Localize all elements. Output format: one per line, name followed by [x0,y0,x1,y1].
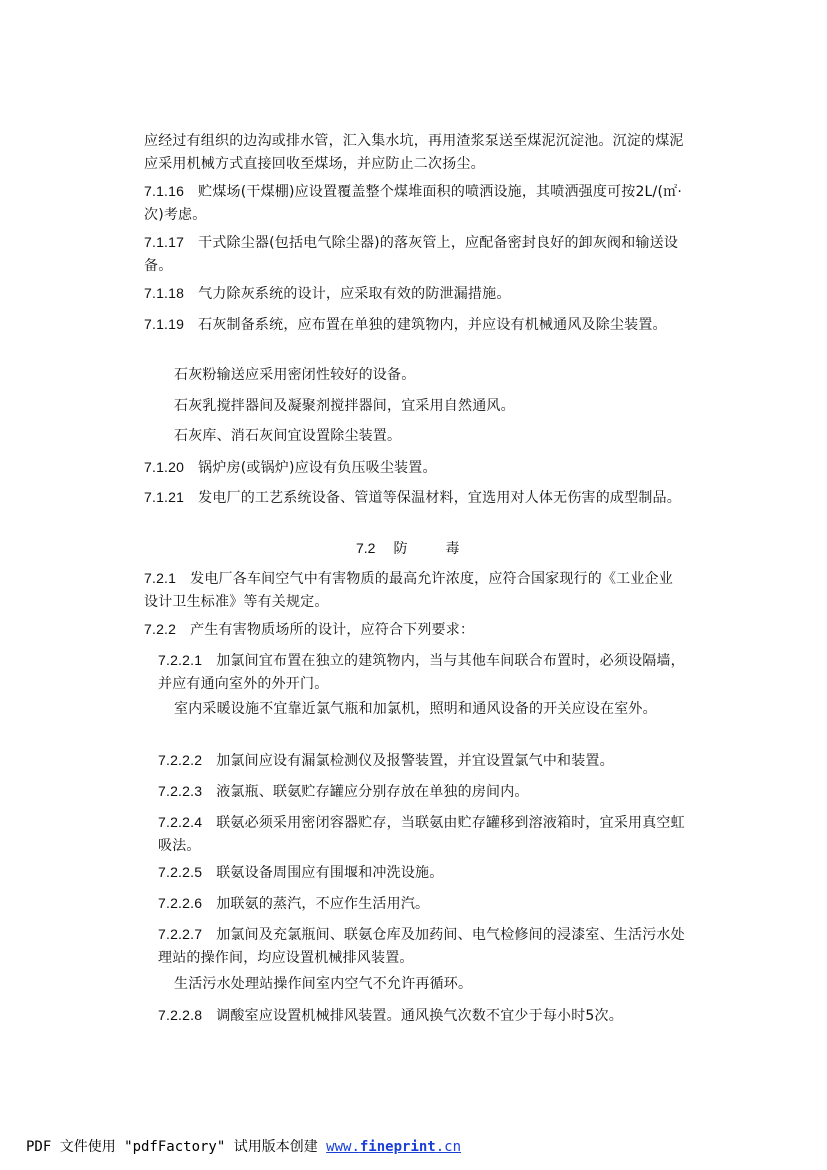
clause-7-1-19-item-c [174,425,686,448]
paragraph-continuation [144,130,686,176]
clause-number: 7.1.20 [144,459,185,475]
section-title-part: 防 [393,541,408,557]
clause-7-2-2-6 [158,892,686,916]
clause-text: 干式除尘器(包括电气除尘器)的落灰管上，应配备密封良好的卸灰阀和输送设备。 [144,235,679,274]
clause-7-1-19 [144,313,686,337]
paragraph-text: 室内采暖设施不宜靠近氯气瓶和加氯机，照明和通风设备的开关应设在室外。 [174,701,657,717]
clause-text: 气力除灰系统的设计，应采取有效的防泄漏措施。 [198,286,511,302]
footer-text: PDF 文件使用 "pdfFactory" 试用版本创建 [26,1139,327,1155]
clause-7-1-19-item-b [174,395,686,418]
clause-text: 调酸室应设置机械排风装置。通风换气次数不宜少于每小时5次。 [216,1008,623,1024]
clause-text: 石灰制备系统，应布置在单独的建筑物内，并应设有机械通风及除尘装置。 [198,317,667,333]
paragraph-text: 生活污水处理站操作间室内空气不允许再循环。 [174,976,473,992]
clause-7-2-2-5 [158,861,686,885]
clause-7-1-17 [144,231,686,278]
clause-text: 发电厂各车间空气中有害物质的最高允许浓度，应符合国家现行的《工业企业设计卫生标准》等有关规定。 [144,571,673,610]
clause-number: 7.1.17 [144,234,185,250]
section-heading-7-2 [356,539,459,558]
clause-text: 贮煤场(干煤棚)应设置覆盖整个煤堆面积的喷洒设施，其喷洒强度可按2L/(㎡·次)考虑。 [144,184,682,223]
clause-text: 加联氨的蒸汽，不应作生活用汽。 [216,896,430,912]
clause-number: 7.2.2.7 [158,926,203,942]
clause-number: 7.2.2.3 [158,783,203,799]
clause-7-2-1 [144,567,686,614]
clause-number: 7.1.18 [144,285,185,301]
clause-text: 液氯瓶、联氨贮存罐应分别存放在单独的房间内。 [216,784,529,800]
clause-7-2-2-3 [158,780,686,804]
paragraph-text: 石灰库、消石灰间宜设置除尘装置。 [174,428,402,444]
clause-text: 发电厂的工艺系统设备、管道等保温材料，宜选用对人体无伤害的成型制品。 [198,490,681,506]
paragraph-text: 石灰乳搅拌器间及凝聚剂搅拌器间，宜采用自然通风。 [174,398,515,414]
clause-text: 加氯间应设有漏氯检测仪及报警装置，并宜设置氯气中和装置。 [216,753,614,769]
clause-text: 加氯间宜布置在独立的建筑物内，当与其他车间联合布置时，必须设隔墙，并应有通向室外的外开门。 [158,653,685,692]
clause-7-2-2-1 [158,649,686,696]
paragraph-text: 应经过有组织的边沟或排水管，汇入集水坑，再用渣浆泵送至煤泥沉淀池。沉淀的煤泥应采用机械方式直接回收至煤场，并应防止二次扬尘。 [144,133,684,172]
clause-7-2-2-4 [158,811,686,858]
fineprint-link[interactable] [326,1139,461,1155]
clause-text: 联氨设备周围应有围堰和冲洗设施。 [216,865,444,881]
clause-number: 7.2.2.4 [158,814,203,830]
clause-7-1-16 [144,180,686,227]
paragraph-text: 石灰粉输送应采用密闭性较好的设备。 [174,367,416,383]
clause-7-1-21 [144,486,686,510]
clause-number: 7.2.2.6 [158,895,203,911]
clause-number: 7.2.2 [144,621,177,637]
link-prefix: www. [326,1139,360,1155]
clause-number: 7.1.21 [144,489,185,505]
clause-7-2-2-7-note [174,973,686,996]
clause-text: 联氨必须采用密闭容器贮存，当联氨由贮存罐移到溶液箱时，宜采用真空虹吸法。 [158,815,685,854]
clause-7-2-2 [144,618,686,642]
clause-text: 产生有害物质场所的设计，应符合下列要求： [190,622,475,638]
section-title-part: 毒 [445,541,460,557]
section-number: 7.2 [356,540,376,556]
clause-number: 7.2.2.2 [158,752,203,768]
clause-7-2-2-8 [158,1004,686,1028]
link-suffix: .cn [435,1139,462,1155]
clause-7-1-18 [144,282,686,306]
clause-7-2-2-1-note [174,698,686,721]
clause-7-2-2-2 [158,749,686,773]
clause-7-1-20 [144,456,686,480]
clause-number: 7.2.2.1 [158,652,203,668]
clause-number: 7.2.2.5 [158,864,203,880]
link-bold: fineprint [359,1139,436,1155]
clause-7-1-19-item-a [174,364,686,387]
clause-number: 7.2.1 [144,570,177,586]
clause-text: 加氯间及充氯瓶间、联氨仓库及加药间、电气检修间的浸漆室、生活污水处理站的操作间，均应设置机械排风装置。 [158,927,685,966]
clause-number: 7.1.16 [144,183,185,199]
clause-7-2-2-7 [158,923,686,970]
clause-number: 7.2.2.8 [158,1007,203,1023]
clause-text: 锅炉房(或锅炉)应设有负压吸尘装置。 [198,460,437,476]
clause-number: 7.1.19 [144,316,185,332]
pdf-footer [26,1136,461,1156]
